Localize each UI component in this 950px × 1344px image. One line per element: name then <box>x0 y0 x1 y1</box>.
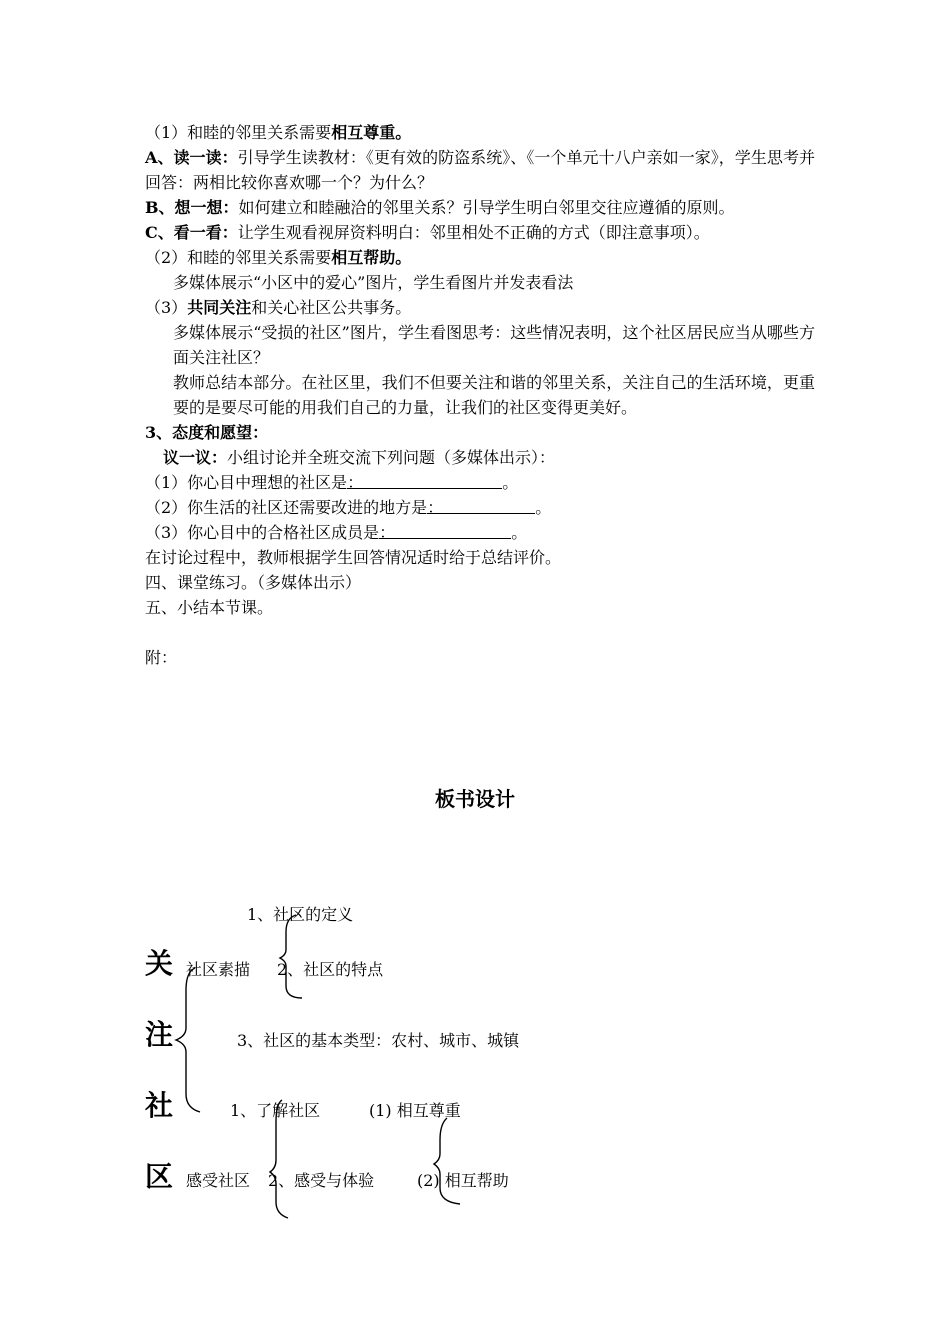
board-title: 板书设计 <box>435 787 515 811</box>
main-brace <box>176 968 200 1112</box>
vertical-char-3: 社 <box>145 1089 174 1122</box>
board-sub-respect: (1) 相互尊重 <box>369 1101 461 1120</box>
line-multimedia-1: 多媒体展示“小区中的爱心”图片，学生看图片并发表看法 <box>173 273 574 292</box>
board-item-experience: 2、感受与体验 <box>268 1171 375 1190</box>
line-respect: （1）和睦的邻里关系需要相互尊重。 <box>145 123 412 142</box>
board-item-types: 3、社区的基本类型：农村、城市、城镇 <box>237 1031 520 1050</box>
line-multimedia-2: 多媒体展示“受损的社区”图片，学生看图思考：这些情况表明，这个社区居民应当从哪些方面关注社区？ <box>173 323 815 367</box>
heading-attitude: 3、态度和愿望： <box>145 423 269 442</box>
section-summary: 五、小结本节课。 <box>145 598 274 617</box>
question-1: （1）你心目中理想的社区是： 。 <box>145 470 815 495</box>
brace-neighbors <box>434 1118 460 1204</box>
line-common-concern: （3）共同关注和关心社区公共事务。 <box>145 298 412 317</box>
board-group-feel: 感受社区 <box>186 1171 251 1190</box>
appendix-label: 附： <box>145 648 178 667</box>
line-evaluation: 在讨论过程中，教师根据学生回答情况适时给于总结评价。 <box>145 548 562 567</box>
board-item-features: 2、社区的特点 <box>277 960 384 979</box>
answer-blank-1: ： <box>347 470 502 489</box>
line-think: B、想一想：如何建立和睦融洽的邻里关系？引导学生明白邻里交往应遵循的原则。 <box>145 198 735 217</box>
line-read: A、读一读：引导学生读教材：《更有效的防盗系统》、《一个单元十八户亲如一家》，学生思考并回答：两相比较你喜欢哪一个？为什么？ <box>145 148 815 192</box>
answer-blank-2: ： <box>427 495 535 514</box>
line-discuss: 议一议：小组讨论并全班交流下列问题（多媒体出示）： <box>163 448 556 467</box>
question-2: （2）你生活的社区还需要改进的地方是： 。 <box>145 495 815 520</box>
vertical-char-1: 关 <box>145 947 174 980</box>
board-item-definition: 1、社区的定义 <box>247 905 354 924</box>
board-group-sketch: 社区素描 <box>186 960 251 979</box>
board-sub-help: (2) 相互帮助 <box>417 1171 509 1190</box>
line-teacher-summary: 教师总结本部分。在社区里，我们不但要关注和谐的邻里关系，关注自己的生活环境，更重要的是要尽可能的用我们自己的力量，让我们的社区变得更美好。 <box>173 373 815 417</box>
section-practice: 四、课堂练习。（多媒体出示） <box>145 573 362 592</box>
vertical-char-2: 注 <box>145 1018 174 1051</box>
line-help: （2）和睦的邻里关系需要相互帮助。 <box>145 248 412 267</box>
line-watch: C、看一看：让学生观看视屏资料明白：邻里相处不正确的方式（即注意事项）。 <box>145 223 710 242</box>
question-3: （3）你心目中的合格社区成员是： 。 <box>145 520 815 545</box>
answer-blank-3: ： <box>379 520 511 539</box>
board-item-understand: 1、了解社区 <box>230 1101 321 1120</box>
vertical-char-4: 区 <box>145 1160 174 1193</box>
